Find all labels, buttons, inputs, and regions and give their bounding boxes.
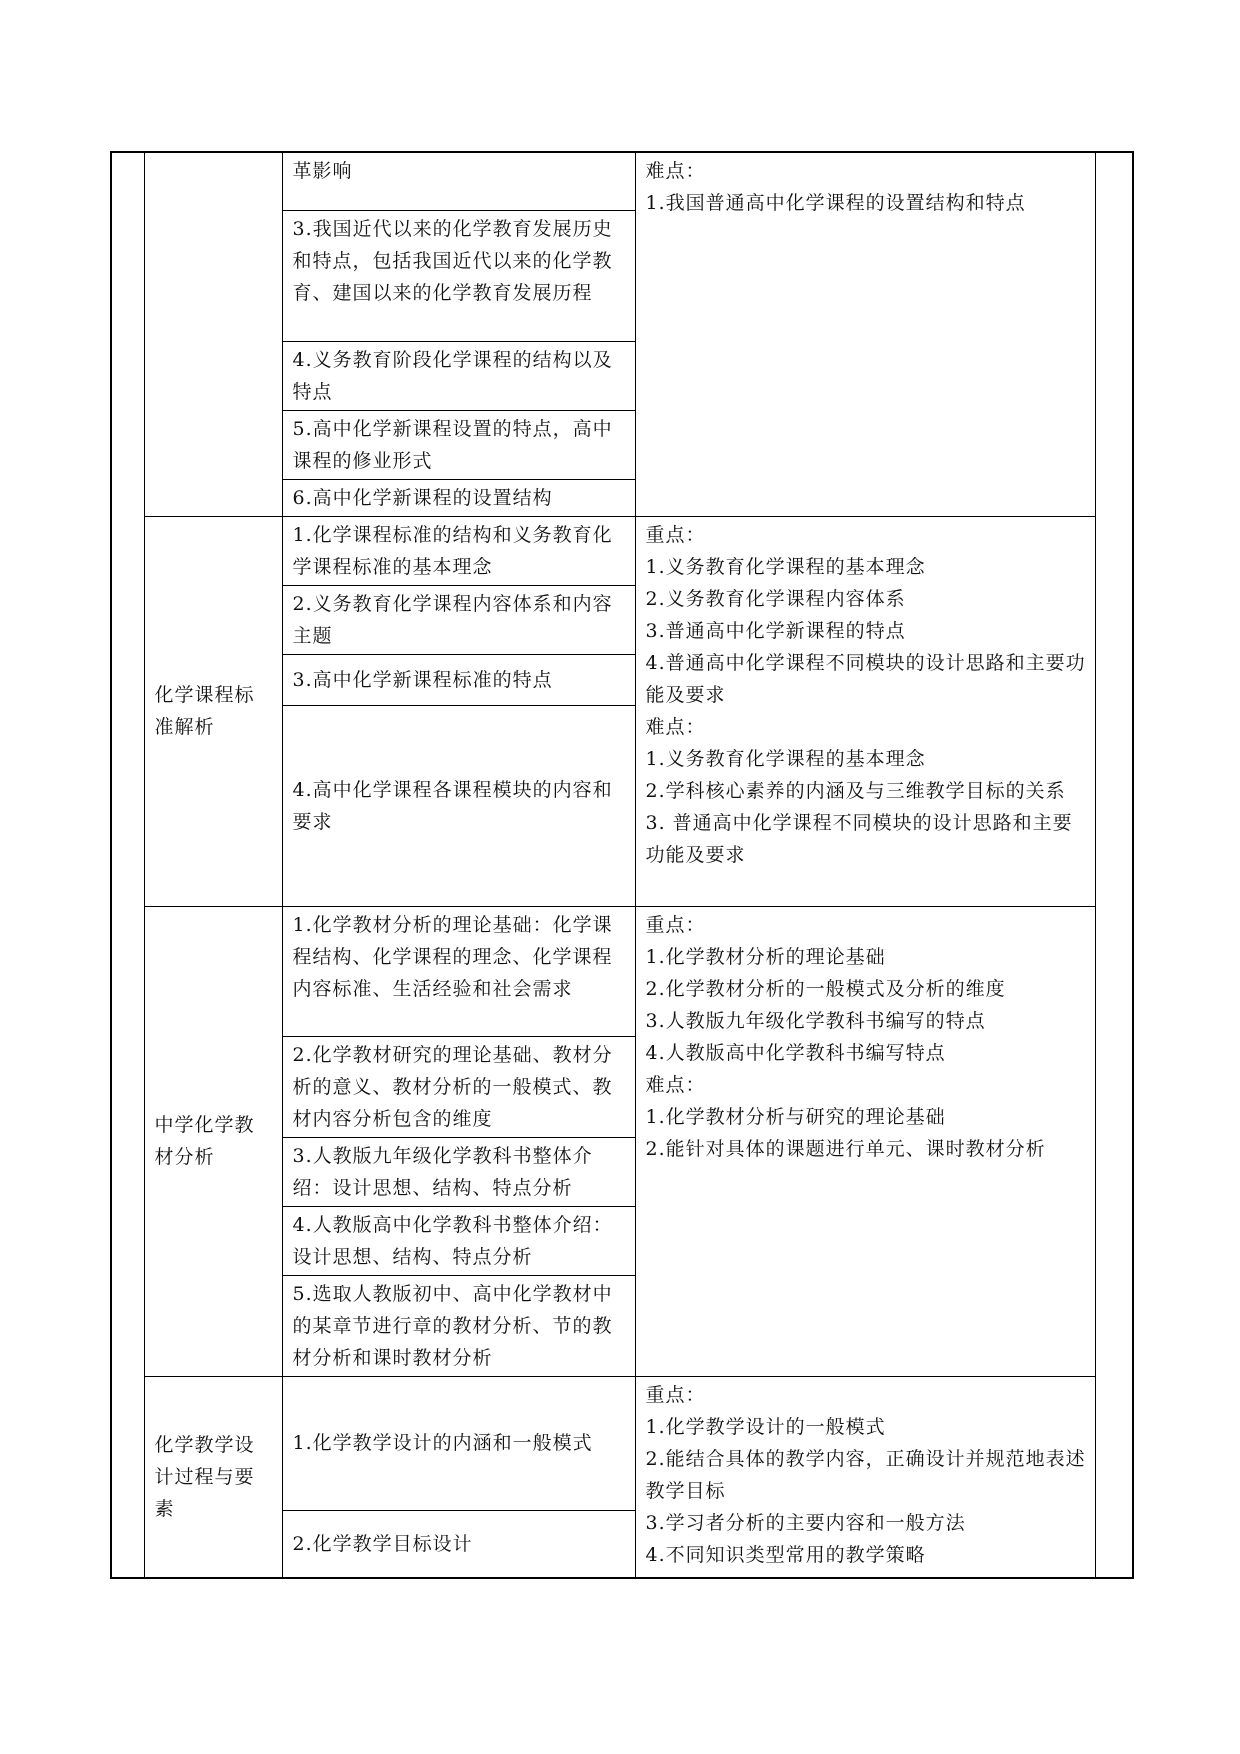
- left-margin-cell: [111, 152, 144, 1578]
- content-point: 1.化学教材分析的理论基础：化学课程结构、化学课程的理念、化学课程内容标准、生活经验和社会需求: [282, 906, 635, 1036]
- requirement-line: 3.人教版九年级化学教科书编写的特点: [645, 1009, 986, 1032]
- requirement-line: 1.义务教育化学课程的基本理念: [645, 747, 926, 770]
- requirement-line: 重点：: [645, 913, 706, 936]
- requirement-line: 3. 普通高中化学课程不同模块的设计思路和主要功能及要求: [645, 811, 1073, 866]
- requirement-line: 难点：: [645, 715, 706, 738]
- content-point: 2.化学教材研究的理论基础、教材分析的意义、教材分析的一般模式、教材内容分析包含的维度: [282, 1036, 635, 1137]
- requirement-line: 1.化学教材分析与研究的理论基础: [645, 1105, 946, 1128]
- content-point: 6.高中化学新课程的设置结构: [282, 479, 635, 516]
- requirement-line: 重点：: [645, 523, 706, 546]
- topic-cell: [144, 152, 282, 516]
- requirement-line: 1.化学教学设计的一般模式: [645, 1415, 886, 1438]
- requirements-cell: [635, 152, 1095, 516]
- table-row: [111, 516, 1133, 585]
- requirement-line: 4.不同知识类型常用的教学策略: [645, 1543, 926, 1566]
- topic-cell: 中学化学教材分析: [144, 906, 282, 1376]
- content-point: 革影响: [282, 152, 635, 210]
- requirement-line: 3.学习者分析的主要内容和一般方法: [645, 1511, 966, 1534]
- requirement-line: 2.化学教材分析的一般模式及分析的维度: [645, 977, 1006, 1000]
- requirement-line: 2.能针对具体的课题进行单元、课时教材分析: [645, 1137, 1046, 1160]
- requirement-line: 4.普通高中化学课程不同模块的设计思路和主要功能及要求: [645, 651, 1086, 706]
- topic-cell: 化学课程标准解析: [144, 516, 282, 906]
- requirements-cell: [635, 906, 1095, 1376]
- requirement-line: 难点：: [645, 160, 706, 182]
- requirement-line: 难点：: [645, 1073, 706, 1096]
- content-point: 1.化学教学设计的内涵和一般模式: [282, 1376, 635, 1510]
- requirements-cell: [635, 1376, 1095, 1578]
- content-point: 1.化学课程标准的结构和义务教育化学课程标准的基本理念: [282, 516, 635, 585]
- content-point: 2.化学教学目标设计: [282, 1510, 635, 1578]
- topic-cell: 化学教学设计过程与要素: [144, 1376, 282, 1578]
- content-point: 4.人教版高中化学教科书整体介绍：设计思想、结构、特点分析: [282, 1206, 635, 1275]
- requirement-line: 4.人教版高中化学教科书编写特点: [645, 1041, 946, 1064]
- requirement-line: 2.学科核心素养的内涵及与三维教学目标的关系: [645, 779, 1066, 802]
- content-point: 3.我国近代以来的化学教育发展历史和特点，包括我国近代以来的化学教育、建国以来的化学教育发展历程: [282, 210, 635, 341]
- syllabus-table: [110, 151, 1134, 1579]
- table-row: [111, 152, 1133, 210]
- content-point: 4.义务教育阶段化学课程的结构以及特点: [282, 341, 635, 410]
- requirements-cell: [635, 516, 1095, 906]
- syllabus-page: [110, 151, 1132, 1579]
- content-point: 2.义务教育化学课程内容体系和内容主题: [282, 585, 635, 654]
- content-point: 3.人教版九年级化学教科书整体介绍：设计思想、结构、特点分析: [282, 1137, 635, 1206]
- content-point: 5.选取人教版初中、高中化学教材中的某章节进行章的教材分析、节的教材分析和课时教材分析: [282, 1275, 635, 1376]
- requirement-line: 2.能结合具体的教学内容，正确设计并规范地表述教学目标: [645, 1447, 1086, 1502]
- table-row: [111, 906, 1133, 1036]
- requirement-line: 重点：: [645, 1383, 706, 1406]
- requirement-line: 3.普通高中化学新课程的特点: [645, 619, 906, 642]
- right-margin-cell: [1095, 152, 1133, 1578]
- content-point: 5.高中化学新课程设置的特点，高中课程的修业形式: [282, 410, 635, 479]
- requirement-line: 1.化学教材分析的理论基础: [645, 945, 886, 968]
- requirement-line: 1.义务教育化学课程的基本理念: [645, 555, 926, 578]
- requirement-line: 1.我国普通高中化学课程的设置结构和特点: [645, 192, 1026, 214]
- content-point: 4.高中化学课程各课程模块的内容和要求: [282, 705, 635, 906]
- table-row: [111, 1376, 1133, 1510]
- content-point: 3.高中化学新课程标准的特点: [282, 654, 635, 705]
- requirement-line: 2.义务教育化学课程内容体系: [645, 587, 906, 610]
